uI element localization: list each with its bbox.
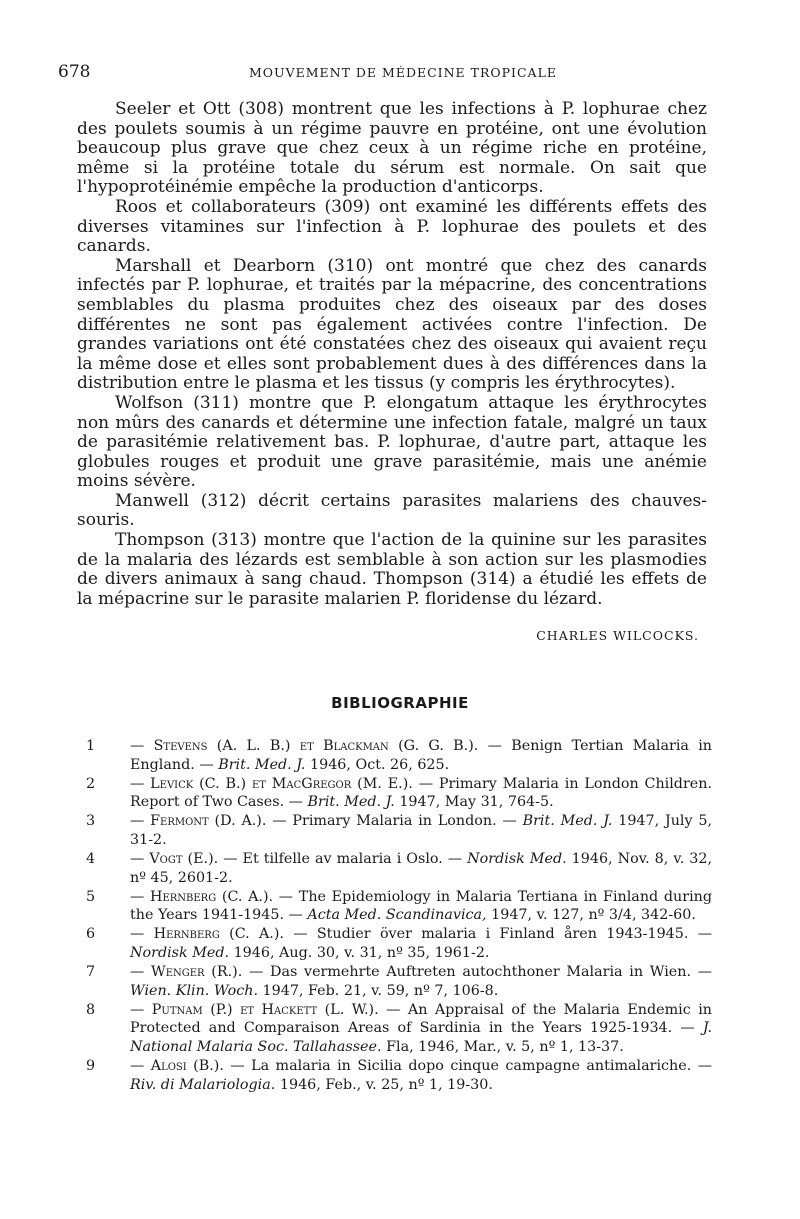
reference-details: 1947, July 5, 31-2. — [130, 813, 713, 848]
paragraph: Thompson (313) montre que l'action de la quinine sur les parasites de la malaria des lézards est semblable à son action sur les plasmodies de divers animaux à sang chaud. Thompson (314) a étudié les effets de la mépacrine sur le parasite malarien P. floridense du lézard. — [77, 530, 707, 609]
reference-number: 5 — [86, 888, 96, 905]
reference-number: 6 — [86, 926, 96, 943]
reference-item: 1 — Stevens (A. L. B.) et Blackman (G. G. B.). — Benign Tertian Malaria in England. — Brit. Med. J. 1946, Oct. 26, 625. — [86, 738, 713, 773]
reference-details: 1946, Nov. 8, v. 32, nº 45, 2601-2. — [130, 851, 712, 886]
reference-number: 4 — [86, 851, 96, 868]
paragraph: Manwell (312) décrit certains parasites malariens des chauves-souris. — [77, 490, 707, 531]
reference-journal: Acta Med. Scandinavica, — [307, 907, 487, 924]
reference-authors: Putnam (P.) et Hackett (L. W.). — [151, 1001, 379, 1018]
paragraph: Marshall et Dearborn (310) ont montré que chez des canards infectés par P. lophurae, et traités par la mépacrine, des concentrations semblables du plasma produites chez des oiseaux par des doses différentes ne sont pas également activées contre l'infection. De grandes variations ont été constatées chez des oiseaux qui avaient reçu la même dose et elles sont probablement dues à des différences dans la distribution entre le plasma et les tissus (y compris les érythrocytes). — [77, 255, 707, 394]
reference-number: 9 — [86, 1058, 96, 1075]
bibliography-list — [86, 737, 712, 1095]
reference-journal: J. National Malaria Soc. Tallahassee. — [130, 1020, 713, 1055]
reference-journal: Brit. Med. J. — [218, 756, 306, 773]
reference-number: 8 — [86, 1001, 96, 1018]
reference-details: 1947, Feb. 21, v. 59, nº 7, 106-8. — [262, 982, 499, 999]
reference-authors: Levick (C. B.) et MacGregor (M. E.). — [150, 775, 413, 792]
author-signature: CHARLES WILCOCKS. — [536, 628, 699, 644]
reference-authors: Stevens (A. L. B.) et Blackman (G. G. B.). — [153, 738, 479, 754]
reference-authors: Vogt (E.). — [149, 851, 219, 868]
body-text — [77, 100, 707, 643]
reference-title: Studier över malaria i Finland åren 1943-1945. — [316, 926, 689, 943]
reference-title: Primary Malaria in London. — [292, 813, 497, 830]
reference-item: 7 — Wenger (R.). — Das vermehrte Auftreten autochthoner Malaria in Wien. — Wien. Klin. Woch. 1947, Feb. 21, v. 59, nº 7, 106-8. — [86, 964, 712, 999]
reference-details: Fla, 1946, Mar., v. 5, nº 1, 13-37. — [386, 1039, 624, 1055]
reference-item: 5 — Hernberg (C. A.). — The Epidemiology in Malaria Tertiana in Finland during the Years 1941-1945. — Acta Med. Scandinavica, 1947, v. 127, nº 3/4, 342-60. — [86, 888, 713, 924]
reference-item: 8 — Putnam (P.) et Hackett (L. W.). — An Appraisal of the Malaria Endemic in Protected and Comparaison Areas of Sardinia in the Years 1925-1934. — J. National Malaria Soc. Tallahassee. Fla, 1946, Mar., v. 5, nº 1, 13-37. — [86, 1001, 713, 1055]
reference-journal: Wien. Klin. Woch. — [130, 982, 258, 999]
page-number: 678 — [58, 62, 91, 82]
page-header — [58, 62, 748, 86]
bibliography-title: BIBLIOGRAPHIE — [331, 694, 469, 712]
reference-details: 1946, Aug. 30, v. 31, nº 35, 1961-2. — [233, 945, 490, 962]
reference-number: 3 — [86, 813, 96, 830]
reference-title: Das vermehrte Auftreten autochthoner Malaria in Wien. — [269, 964, 691, 981]
reference-title: Primary Malaria in London Children. Report of Two Cases. — [130, 775, 712, 811]
reference-journal: Brit. Med. J. — [307, 794, 395, 811]
reference-details: 1946, Oct. 26, 625. — [310, 756, 450, 773]
paragraph: Wolfson (311) montre que P. elongatum attaque les érythrocytes non mûrs des canards et détermine une infection fatale, malgré un taux de parasitémie relativement bas. P. lophurae, d'autre part, attaque les globules rouges et produit une grave parasitémie, mais une anémie moins sévère. — [77, 392, 707, 492]
reference-authors: Wenger (R.). — [151, 964, 243, 981]
reference-number: 2 — [86, 775, 96, 792]
reference-authors: Hernberg (C. A.). — [153, 926, 284, 943]
reference-details: 1947, v. 127, nº 3/4, 342-60. — [491, 907, 696, 924]
reference-authors: Alosi (B.). — [150, 1058, 224, 1075]
reference-title: La malaria in Sicilia dopo cinque campagne antimalariche. — [251, 1058, 692, 1075]
reference-item: 6 — Hernberg (C. A.). — Studier över malaria i Finland åren 1943-1945. — Nordisk Med. 1946, Aug. 30, v. 31, nº 35, 1961-2. — [86, 926, 713, 962]
reference-title: The Epidemiology in Malaria Tertiana in Finland during the Years 1941-1945. — [130, 888, 713, 924]
reference-journal: Riv. di Malariologia. — [130, 1076, 276, 1093]
reference-item: 2 — Levick (C. B.) et MacGregor (M. E.). — Primary Malaria in London Children. Report of Two Cases. — Brit. Med. J. 1947, May 31, 764-5. — [86, 775, 712, 811]
reference-item: 9 — Alosi (B.). — La malaria in Sicilia dopo cinque campagne antimalariche. — Riv. di Malariologia. 1946, Feb., v. 25, nº 1, 19-30. — [86, 1058, 713, 1093]
reference-journal: Nordisk Med. — [130, 945, 230, 962]
reference-journal: Nordisk Med. — [467, 851, 567, 868]
reference-number: 1 — [86, 738, 96, 754]
reference-journal: Brit. Med. J. — [522, 813, 613, 830]
reference-authors: Fermont (D. A.). — [150, 813, 267, 830]
reference-details: 1946, Feb., v. 25, nº 1, 19-30. — [279, 1076, 493, 1093]
reference-details: 1947, May 31, 764-5. — [399, 794, 554, 811]
reference-number: 7 — [86, 964, 96, 981]
running-head: MOUVEMENT DE MÉDECINE TROPICALE — [249, 65, 557, 80]
paragraph: Seeler et Ott (308) montrent que les infections à P. lophurae chez des poulets soumis à un régime pauvre en protéine, ont une évolution beaucoup plus grave que chez ceux à un régime riche en protéine, même si la protéine totale du sérum est normale. On sait que l'hypoprotéinémie empêche la production d'anticorps. — [77, 99, 707, 198]
reference-item: 3 — Fermont (D. A.). — Primary Malaria in London. — Brit. Med. J. 1947, July 5, 31-2. — [86, 813, 713, 848]
reference-item: 4 — Vogt (E.). — Et tilfelle av malaria i Oslo. — Nordisk Med. 1946, Nov. 8, v. 32, nº 45, 2601-2. — [86, 851, 712, 886]
reference-title: Benign Tertian Malaria in England. — [130, 738, 713, 773]
paragraph: Roos et collaborateurs (309) ont examiné les différents effets des diverses vitamines sur l'infection à P. lophurae des poulets et des canards. — [77, 196, 707, 257]
reference-title: An Appraisal of the Malaria Endemic in Protected and Comparaison Areas of Sardinia in the Years 1925-1934. — [130, 1001, 712, 1037]
reference-title: Et tilfelle av malaria i Oslo. — [242, 851, 443, 868]
reference-authors: Hernberg (C. A.). — [149, 888, 274, 905]
